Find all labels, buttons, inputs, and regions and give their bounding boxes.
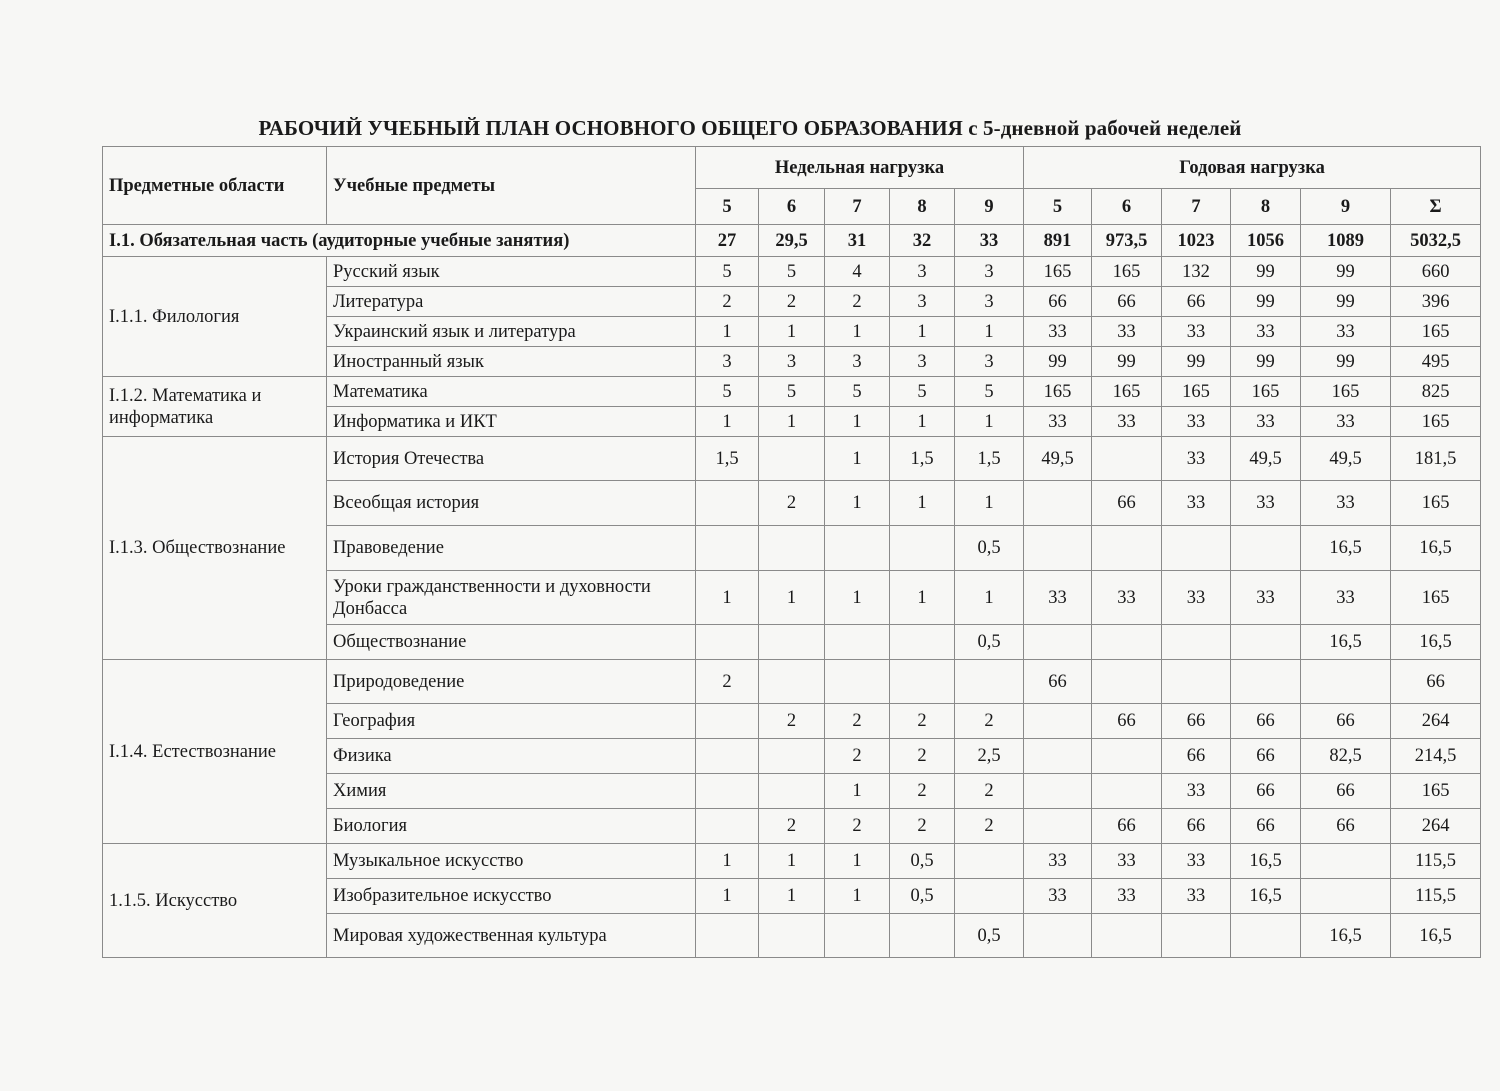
annual-cell: 66 bbox=[1162, 704, 1231, 739]
annual-cell: 33 bbox=[1092, 879, 1162, 914]
weekly-cell: 0,5 bbox=[955, 625, 1024, 660]
annual-cell: 33 bbox=[1162, 407, 1231, 437]
annual-cell: 33 bbox=[1024, 879, 1092, 914]
annual-cell: 16,5 bbox=[1301, 914, 1391, 958]
annual-total-cell: 16,5 bbox=[1391, 914, 1481, 958]
subject-name-cell: Математика bbox=[327, 377, 696, 407]
annual-cell: 33 bbox=[1024, 317, 1092, 347]
annual-total-cell: 264 bbox=[1391, 809, 1481, 844]
weekly-cell: 2 bbox=[825, 809, 890, 844]
weekly-cell: 1 bbox=[890, 407, 955, 437]
annual-cell: 1023 bbox=[1162, 225, 1231, 257]
annual-total-cell: 165 bbox=[1391, 317, 1481, 347]
weekly-cell bbox=[759, 526, 825, 571]
weekly-cell: 1 bbox=[696, 317, 759, 347]
weekly-cell: 29,5 bbox=[759, 225, 825, 257]
weekly-cell: 5 bbox=[696, 257, 759, 287]
subject-name-cell: Изобразительное искусство bbox=[327, 879, 696, 914]
annual-cell bbox=[1024, 526, 1092, 571]
weekly-cell: 5 bbox=[696, 377, 759, 407]
subject-name-cell: Музыкальное искусство bbox=[327, 844, 696, 879]
annual-cell: 99 bbox=[1301, 257, 1391, 287]
annual-cell: 49,5 bbox=[1231, 437, 1301, 481]
weekly-cell: 1 bbox=[825, 481, 890, 526]
table-row bbox=[103, 844, 1481, 879]
header-annual-total: Σ bbox=[1391, 189, 1481, 225]
subject-name-cell: Литература bbox=[327, 287, 696, 317]
table-row bbox=[103, 377, 1481, 407]
subject-name-cell: Иностранный язык bbox=[327, 347, 696, 377]
annual-total-cell: 495 bbox=[1391, 347, 1481, 377]
weekly-cell: 3 bbox=[955, 287, 1024, 317]
mandatory-part-row bbox=[103, 225, 1481, 257]
annual-total-cell: 16,5 bbox=[1391, 625, 1481, 660]
weekly-cell: 2 bbox=[825, 287, 890, 317]
weekly-cell bbox=[825, 526, 890, 571]
annual-cell: 33 bbox=[1092, 407, 1162, 437]
weekly-cell: 2,5 bbox=[955, 739, 1024, 774]
annual-cell: 66 bbox=[1092, 287, 1162, 317]
weekly-cell: 3 bbox=[890, 347, 955, 377]
subject-name-cell: Физика bbox=[327, 739, 696, 774]
annual-cell: 33 bbox=[1024, 844, 1092, 879]
annual-cell: 66 bbox=[1231, 774, 1301, 809]
annual-cell: 99 bbox=[1231, 347, 1301, 377]
weekly-cell: 2 bbox=[955, 774, 1024, 809]
weekly-cell: 5 bbox=[955, 377, 1024, 407]
weekly-cell: 0,5 bbox=[890, 844, 955, 879]
header-row-1 bbox=[103, 147, 1481, 189]
annual-cell: 33 bbox=[1162, 317, 1231, 347]
subject-name-cell: Биология bbox=[327, 809, 696, 844]
weekly-cell: 1 bbox=[955, 407, 1024, 437]
annual-cell: 33 bbox=[1162, 774, 1231, 809]
weekly-cell: 3 bbox=[890, 257, 955, 287]
header-weekly-grade: 8 bbox=[890, 189, 955, 225]
annual-cell: 66 bbox=[1092, 809, 1162, 844]
subject-name-cell: Природоведение bbox=[327, 660, 696, 704]
annual-cell: 33 bbox=[1162, 571, 1231, 625]
annual-cell: 99 bbox=[1301, 287, 1391, 317]
weekly-cell: 1 bbox=[955, 317, 1024, 347]
annual-cell: 165 bbox=[1024, 377, 1092, 407]
annual-cell: 33 bbox=[1301, 317, 1391, 347]
annual-cell bbox=[1162, 660, 1231, 704]
annual-cell: 99 bbox=[1231, 257, 1301, 287]
weekly-cell: 1 bbox=[825, 879, 890, 914]
weekly-cell: 32 bbox=[890, 225, 955, 257]
weekly-cell: 2 bbox=[955, 809, 1024, 844]
annual-cell bbox=[1024, 625, 1092, 660]
weekly-cell bbox=[890, 660, 955, 704]
weekly-cell bbox=[759, 739, 825, 774]
weekly-cell: 1 bbox=[696, 571, 759, 625]
weekly-cell: 0,5 bbox=[955, 526, 1024, 571]
weekly-cell: 4 bbox=[825, 257, 890, 287]
weekly-cell: 1,5 bbox=[890, 437, 955, 481]
annual-total-cell: 181,5 bbox=[1391, 437, 1481, 481]
annual-total-cell: 16,5 bbox=[1391, 526, 1481, 571]
weekly-cell bbox=[955, 879, 1024, 914]
weekly-cell: 1 bbox=[825, 844, 890, 879]
weekly-cell: 33 bbox=[955, 225, 1024, 257]
annual-cell: 33 bbox=[1162, 481, 1231, 526]
annual-total-cell: 5032,5 bbox=[1391, 225, 1481, 257]
subject-area-cell: I.1.1. Филология bbox=[103, 257, 327, 377]
annual-cell: 33 bbox=[1231, 317, 1301, 347]
header-annual-grade: 9 bbox=[1301, 189, 1391, 225]
weekly-cell bbox=[759, 774, 825, 809]
annual-total-cell: 214,5 bbox=[1391, 739, 1481, 774]
weekly-cell: 1,5 bbox=[955, 437, 1024, 481]
annual-total-cell: 165 bbox=[1391, 774, 1481, 809]
annual-cell: 33 bbox=[1162, 437, 1231, 481]
table-row bbox=[103, 660, 1481, 704]
annual-cell bbox=[1092, 774, 1162, 809]
annual-cell: 66 bbox=[1024, 660, 1092, 704]
annual-cell: 99 bbox=[1301, 347, 1391, 377]
weekly-cell: 1 bbox=[825, 571, 890, 625]
header-weekly-grade: 9 bbox=[955, 189, 1024, 225]
weekly-cell bbox=[696, 809, 759, 844]
annual-cell: 49,5 bbox=[1301, 437, 1391, 481]
header-weekly-grade: 7 bbox=[825, 189, 890, 225]
table-body bbox=[103, 147, 1481, 958]
annual-total-cell: 66 bbox=[1391, 660, 1481, 704]
weekly-cell bbox=[696, 739, 759, 774]
annual-cell bbox=[1024, 914, 1092, 958]
annual-cell: 165 bbox=[1301, 377, 1391, 407]
annual-cell bbox=[1301, 879, 1391, 914]
annual-cell bbox=[1024, 481, 1092, 526]
subject-name-cell: Русский язык bbox=[327, 257, 696, 287]
annual-cell bbox=[1024, 809, 1092, 844]
annual-total-cell: 165 bbox=[1391, 571, 1481, 625]
annual-cell: 33 bbox=[1301, 481, 1391, 526]
weekly-cell: 31 bbox=[825, 225, 890, 257]
annual-cell: 66 bbox=[1162, 287, 1231, 317]
subject-name-cell: Обществознание bbox=[327, 625, 696, 660]
annual-cell: 66 bbox=[1231, 739, 1301, 774]
weekly-cell bbox=[890, 526, 955, 571]
subject-area-cell: I.1.2. Математика и информатика bbox=[103, 377, 327, 437]
annual-cell: 16,5 bbox=[1231, 879, 1301, 914]
table-row bbox=[103, 437, 1481, 481]
weekly-cell: 2 bbox=[825, 739, 890, 774]
header-weekly-load: Недельная нагрузка bbox=[696, 147, 1024, 189]
weekly-cell: 2 bbox=[696, 660, 759, 704]
subject-name-cell: Всеобщая история bbox=[327, 481, 696, 526]
weekly-cell: 2 bbox=[759, 287, 825, 317]
annual-cell: 66 bbox=[1162, 739, 1231, 774]
annual-total-cell: 264 bbox=[1391, 704, 1481, 739]
weekly-cell: 1 bbox=[825, 437, 890, 481]
annual-total-cell: 660 bbox=[1391, 257, 1481, 287]
annual-cell bbox=[1301, 660, 1391, 704]
annual-cell bbox=[1092, 739, 1162, 774]
annual-cell bbox=[1092, 526, 1162, 571]
annual-cell: 33 bbox=[1231, 481, 1301, 526]
weekly-cell bbox=[825, 914, 890, 958]
annual-cell: 973,5 bbox=[1092, 225, 1162, 257]
subject-area-cell: I.1.4. Естествознание bbox=[103, 660, 327, 844]
weekly-cell: 1,5 bbox=[696, 437, 759, 481]
weekly-cell bbox=[890, 914, 955, 958]
annual-total-cell: 165 bbox=[1391, 407, 1481, 437]
curriculum-table bbox=[102, 146, 1481, 958]
annual-cell: 33 bbox=[1092, 571, 1162, 625]
annual-cell bbox=[1231, 625, 1301, 660]
annual-cell bbox=[1092, 625, 1162, 660]
weekly-cell: 5 bbox=[890, 377, 955, 407]
header-annual-load: Годовая нагрузка bbox=[1024, 147, 1481, 189]
annual-cell: 33 bbox=[1301, 407, 1391, 437]
weekly-cell: 3 bbox=[759, 347, 825, 377]
weekly-cell bbox=[759, 914, 825, 958]
annual-cell: 1089 bbox=[1301, 225, 1391, 257]
annual-cell: 891 bbox=[1024, 225, 1092, 257]
page-title: РАБОЧИЙ УЧЕБНЫЙ ПЛАН ОСНОВНОГО ОБЩЕГО ОБРАЗОВАНИЯ с 5-дневной рабочей неделей bbox=[258, 116, 1242, 140]
weekly-cell: 1 bbox=[696, 879, 759, 914]
weekly-cell: 2 bbox=[890, 809, 955, 844]
annual-total-cell: 115,5 bbox=[1391, 879, 1481, 914]
annual-total-cell: 165 bbox=[1391, 481, 1481, 526]
annual-cell: 99 bbox=[1024, 347, 1092, 377]
subject-name-cell: Информатика и ИКТ bbox=[327, 407, 696, 437]
annual-cell: 66 bbox=[1301, 809, 1391, 844]
annual-cell bbox=[1162, 526, 1231, 571]
subject-name-cell: История Отечества bbox=[327, 437, 696, 481]
annual-cell: 132 bbox=[1162, 257, 1231, 287]
header-annual-grade: 5 bbox=[1024, 189, 1092, 225]
weekly-cell bbox=[696, 481, 759, 526]
mandatory-part-label: I.1. Обязательная часть (аудиторные учебные занятия) bbox=[103, 225, 696, 257]
weekly-cell: 27 bbox=[696, 225, 759, 257]
weekly-cell bbox=[955, 844, 1024, 879]
weekly-cell: 3 bbox=[696, 347, 759, 377]
annual-cell: 82,5 bbox=[1301, 739, 1391, 774]
header-weekly-grade: 5 bbox=[696, 189, 759, 225]
annual-cell: 1056 bbox=[1231, 225, 1301, 257]
subject-area-cell: 1.1.5. Искусство bbox=[103, 844, 327, 958]
weekly-cell: 1 bbox=[825, 774, 890, 809]
weekly-cell bbox=[759, 437, 825, 481]
subject-name-cell: Мировая художественная культура bbox=[327, 914, 696, 958]
weekly-cell bbox=[696, 914, 759, 958]
weekly-cell bbox=[890, 625, 955, 660]
annual-cell: 33 bbox=[1301, 571, 1391, 625]
weekly-cell: 1 bbox=[825, 407, 890, 437]
weekly-cell bbox=[759, 660, 825, 704]
annual-cell: 165 bbox=[1092, 377, 1162, 407]
weekly-cell: 1 bbox=[955, 481, 1024, 526]
weekly-cell: 1 bbox=[759, 879, 825, 914]
weekly-cell: 5 bbox=[759, 257, 825, 287]
annual-cell bbox=[1092, 660, 1162, 704]
annual-cell: 33 bbox=[1092, 317, 1162, 347]
annual-cell: 66 bbox=[1301, 774, 1391, 809]
weekly-cell: 1 bbox=[696, 407, 759, 437]
weekly-cell: 3 bbox=[955, 257, 1024, 287]
annual-cell: 66 bbox=[1162, 809, 1231, 844]
annual-cell bbox=[1301, 844, 1391, 879]
subject-name-cell: Химия bbox=[327, 774, 696, 809]
weekly-cell: 2 bbox=[759, 481, 825, 526]
weekly-cell bbox=[759, 625, 825, 660]
weekly-cell: 2 bbox=[759, 809, 825, 844]
subject-area-cell: I.1.3. Обществознание bbox=[103, 437, 327, 660]
annual-cell bbox=[1024, 774, 1092, 809]
annual-cell: 165 bbox=[1231, 377, 1301, 407]
annual-cell: 49,5 bbox=[1024, 437, 1092, 481]
header-weekly-grade: 6 bbox=[759, 189, 825, 225]
weekly-cell: 2 bbox=[955, 704, 1024, 739]
subject-name-cell: Уроки гражданственности и духовности Донбасса bbox=[327, 571, 696, 625]
weekly-cell: 0,5 bbox=[955, 914, 1024, 958]
weekly-cell: 1 bbox=[759, 844, 825, 879]
annual-cell: 165 bbox=[1092, 257, 1162, 287]
annual-cell: 33 bbox=[1231, 571, 1301, 625]
annual-cell bbox=[1231, 660, 1301, 704]
annual-total-cell: 396 bbox=[1391, 287, 1481, 317]
annual-cell: 16,5 bbox=[1301, 526, 1391, 571]
annual-cell: 165 bbox=[1162, 377, 1231, 407]
annual-cell: 16,5 bbox=[1231, 844, 1301, 879]
weekly-cell: 3 bbox=[825, 347, 890, 377]
annual-total-cell: 825 bbox=[1391, 377, 1481, 407]
header-annual-grade: 7 bbox=[1162, 189, 1231, 225]
annual-cell: 66 bbox=[1231, 704, 1301, 739]
weekly-cell: 1 bbox=[696, 844, 759, 879]
subject-name-cell: Правоведение bbox=[327, 526, 696, 571]
weekly-cell: 1 bbox=[759, 317, 825, 347]
weekly-cell: 1 bbox=[759, 571, 825, 625]
weekly-cell: 2 bbox=[890, 704, 955, 739]
weekly-cell: 3 bbox=[955, 347, 1024, 377]
weekly-cell bbox=[696, 774, 759, 809]
weekly-cell bbox=[825, 625, 890, 660]
weekly-cell: 5 bbox=[825, 377, 890, 407]
weekly-cell: 2 bbox=[890, 739, 955, 774]
weekly-cell: 1 bbox=[890, 481, 955, 526]
annual-cell bbox=[1092, 437, 1162, 481]
annual-cell bbox=[1162, 625, 1231, 660]
weekly-cell: 1 bbox=[890, 571, 955, 625]
annual-cell: 33 bbox=[1092, 844, 1162, 879]
annual-cell: 66 bbox=[1092, 704, 1162, 739]
weekly-cell bbox=[825, 660, 890, 704]
annual-cell bbox=[1024, 704, 1092, 739]
annual-cell: 33 bbox=[1162, 879, 1231, 914]
weekly-cell bbox=[696, 526, 759, 571]
weekly-cell: 1 bbox=[890, 317, 955, 347]
header-annual-grade: 8 bbox=[1231, 189, 1301, 225]
annual-cell: 33 bbox=[1231, 407, 1301, 437]
weekly-cell bbox=[955, 660, 1024, 704]
annual-cell: 66 bbox=[1301, 704, 1391, 739]
weekly-cell bbox=[696, 704, 759, 739]
annual-cell bbox=[1024, 739, 1092, 774]
weekly-cell: 2 bbox=[696, 287, 759, 317]
annual-cell: 66 bbox=[1024, 287, 1092, 317]
annual-cell: 16,5 bbox=[1301, 625, 1391, 660]
subject-name-cell: Украинский язык и литература bbox=[327, 317, 696, 347]
weekly-cell: 2 bbox=[890, 774, 955, 809]
annual-cell bbox=[1231, 914, 1301, 958]
annual-cell: 33 bbox=[1024, 571, 1092, 625]
weekly-cell bbox=[696, 625, 759, 660]
weekly-cell: 5 bbox=[759, 377, 825, 407]
annual-cell: 99 bbox=[1092, 347, 1162, 377]
annual-cell: 33 bbox=[1162, 844, 1231, 879]
annual-cell bbox=[1092, 914, 1162, 958]
weekly-cell: 3 bbox=[890, 287, 955, 317]
weekly-cell: 2 bbox=[825, 704, 890, 739]
weekly-cell: 2 bbox=[759, 704, 825, 739]
table-row bbox=[103, 257, 1481, 287]
weekly-cell: 1 bbox=[955, 571, 1024, 625]
weekly-cell: 0,5 bbox=[890, 879, 955, 914]
weekly-cell: 1 bbox=[759, 407, 825, 437]
annual-cell bbox=[1231, 526, 1301, 571]
annual-cell: 99 bbox=[1231, 287, 1301, 317]
header-subject: Учебные предметы bbox=[327, 147, 696, 225]
weekly-cell: 1 bbox=[825, 317, 890, 347]
annual-cell: 33 bbox=[1024, 407, 1092, 437]
annual-cell bbox=[1162, 914, 1231, 958]
annual-cell: 66 bbox=[1231, 809, 1301, 844]
annual-total-cell: 115,5 bbox=[1391, 844, 1481, 879]
header-area: Предметные области bbox=[103, 147, 327, 225]
header-annual-grade: 6 bbox=[1092, 189, 1162, 225]
annual-cell: 66 bbox=[1092, 481, 1162, 526]
annual-cell: 165 bbox=[1024, 257, 1092, 287]
subject-name-cell: География bbox=[327, 704, 696, 739]
annual-cell: 99 bbox=[1162, 347, 1231, 377]
